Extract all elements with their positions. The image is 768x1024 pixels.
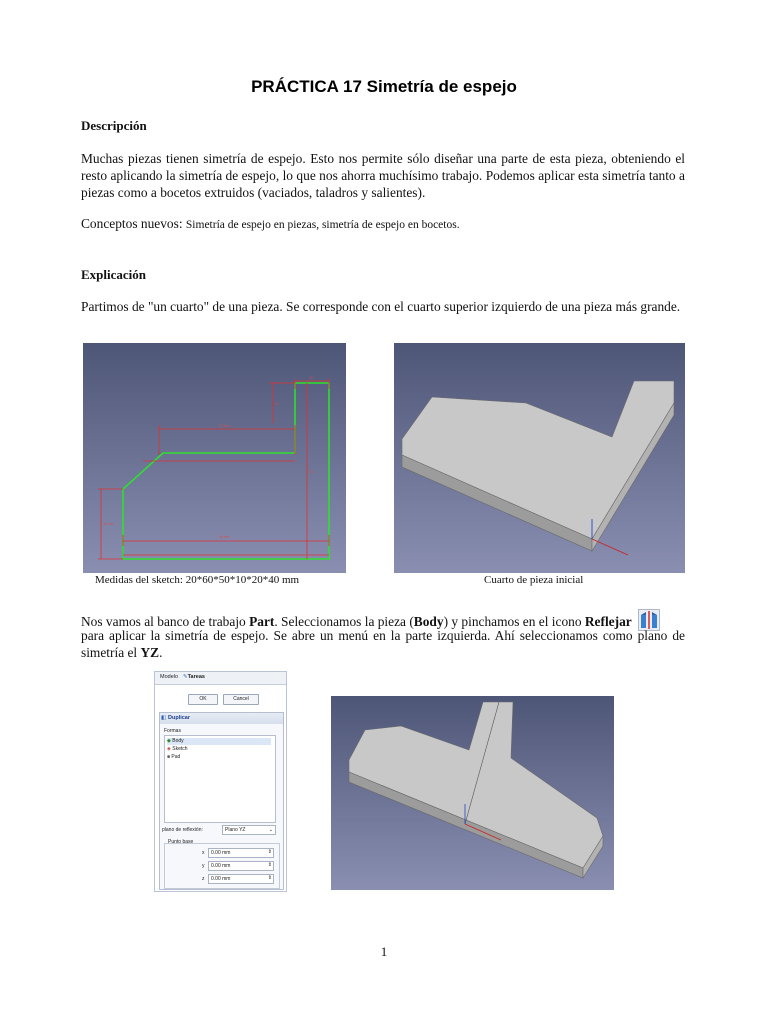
list-item-label: Body [172, 738, 184, 744]
plane-select-value: Plano YZ [225, 827, 246, 833]
svg-text:40 mm: 40 mm [103, 522, 114, 526]
cancel-button[interactable]: Cancel [223, 694, 259, 705]
svg-text:60: 60 [309, 470, 313, 474]
spin-arrows-icon[interactable]: ⇕ [267, 875, 272, 881]
part-paragraph-text: . [159, 645, 163, 660]
svg-text:20: 20 [275, 402, 279, 406]
x-label: x [202, 850, 205, 856]
tab-model[interactable]: Modelo [160, 674, 179, 680]
shapes-list[interactable] [164, 735, 276, 823]
list-item-label: Pad [171, 754, 181, 760]
spin-arrows-icon[interactable]: ⇕ [267, 862, 272, 868]
page-number: 1 [380, 944, 388, 959]
shapes-label: Formas [164, 728, 181, 734]
tasks-tab-icon: ✎ [183, 674, 188, 680]
part-paragraph-text: . Seleccionamos la pieza ( [274, 614, 414, 629]
list-item-body[interactable] [167, 738, 271, 745]
mirror-small-icon: ◧ [161, 715, 167, 721]
x-field[interactable] [208, 848, 274, 858]
y-label: y [202, 863, 205, 869]
tab-tasks-label: Tareas [187, 674, 205, 680]
duplicar-header [160, 713, 283, 724]
part-paragraph-text: ) y pinchamos en el icono [443, 614, 585, 629]
panel-tabs [155, 672, 286, 685]
mirror-task-panel [154, 671, 287, 892]
z-value: 0.00 mm [211, 876, 231, 882]
sketch-icon: ◈ [167, 746, 171, 752]
yz-plane-label: YZ [140, 645, 160, 660]
y-field[interactable] [208, 861, 274, 871]
sketch-caption: Medidas del sketch: 20*60*50*10*20*40 mm [95, 574, 300, 586]
duplicar-group [159, 712, 284, 890]
z-field[interactable] [208, 874, 274, 884]
ok-button[interactable]: OK [188, 694, 218, 705]
x-value: 0.00 mm [211, 850, 231, 856]
descripcion-heading: Descripción [81, 118, 147, 133]
z-label: z [202, 876, 205, 882]
svg-text:50 mm: 50 mm [219, 424, 230, 428]
conceptos-text: Simetría de espejo en piezas, simetría de espejo en bocetos. [185, 219, 460, 231]
part-paragraph-rest [81, 627, 685, 661]
duplicar-title: Duplicar [168, 715, 191, 721]
base-point-label: Punto base [168, 839, 194, 845]
body-icon: ◆ [167, 738, 171, 744]
spin-arrows-icon[interactable]: ⇕ [267, 849, 272, 855]
list-item-pad[interactable] [167, 754, 271, 761]
y-value: 0.00 mm [211, 863, 231, 869]
body-label: Body [413, 614, 444, 629]
plane-label: plano de reflexión: [162, 827, 203, 833]
part-paragraph-text: Nos vamos al banco de trabajo [81, 614, 250, 629]
explicacion-heading: Explicación [81, 267, 147, 282]
sketch-image [83, 343, 346, 573]
plane-select[interactable] [222, 825, 276, 835]
descripcion-paragraph: Muchas piezas tienen simetría de espejo. Esto nos permite sólo diseñar una parte de esta pieza, obteniendo el resto aplicando la simetría de espejo, lo que nos ahorra muchísimo trabajo. Podemos aplicar esta simetría tanto a piezas como a bocetos extruidos (vaciados, taladros y salientes). [81, 151, 685, 200]
chevron-down-icon: ⌄ [268, 827, 273, 833]
svg-text:40 mm: 40 mm [219, 535, 230, 539]
part-workbench-label: Part [249, 614, 275, 629]
conceptos-line [81, 215, 685, 234]
list-item-sketch[interactable] [167, 746, 271, 753]
page-title: PRÁCTICA 17 Simetría de espejo [251, 77, 517, 96]
conceptos-label: Conceptos nuevos: [81, 216, 183, 231]
tab-tasks[interactable] [183, 674, 205, 680]
reflejar-label: Reflejar [584, 614, 632, 629]
mirrored-part-image [331, 696, 614, 890]
part-caption: Cuarto de pieza inicial [484, 574, 584, 586]
part-paragraph-text: para aplicar la simetría de espejo. Se abre un menú en la parte izquierda. Ahí seleccionamos como plano de simetría el [81, 628, 685, 660]
explicacion-paragraph: Partimos de "un cuarto" de una pieza. Se corresponde con el cuarto superior izquierdo de una pieza más grande. [81, 299, 681, 314]
svg-text:10: 10 [309, 376, 313, 380]
part-image [394, 343, 685, 573]
pad-icon: ■ [167, 754, 171, 760]
list-item-label: Sketch [172, 746, 188, 752]
